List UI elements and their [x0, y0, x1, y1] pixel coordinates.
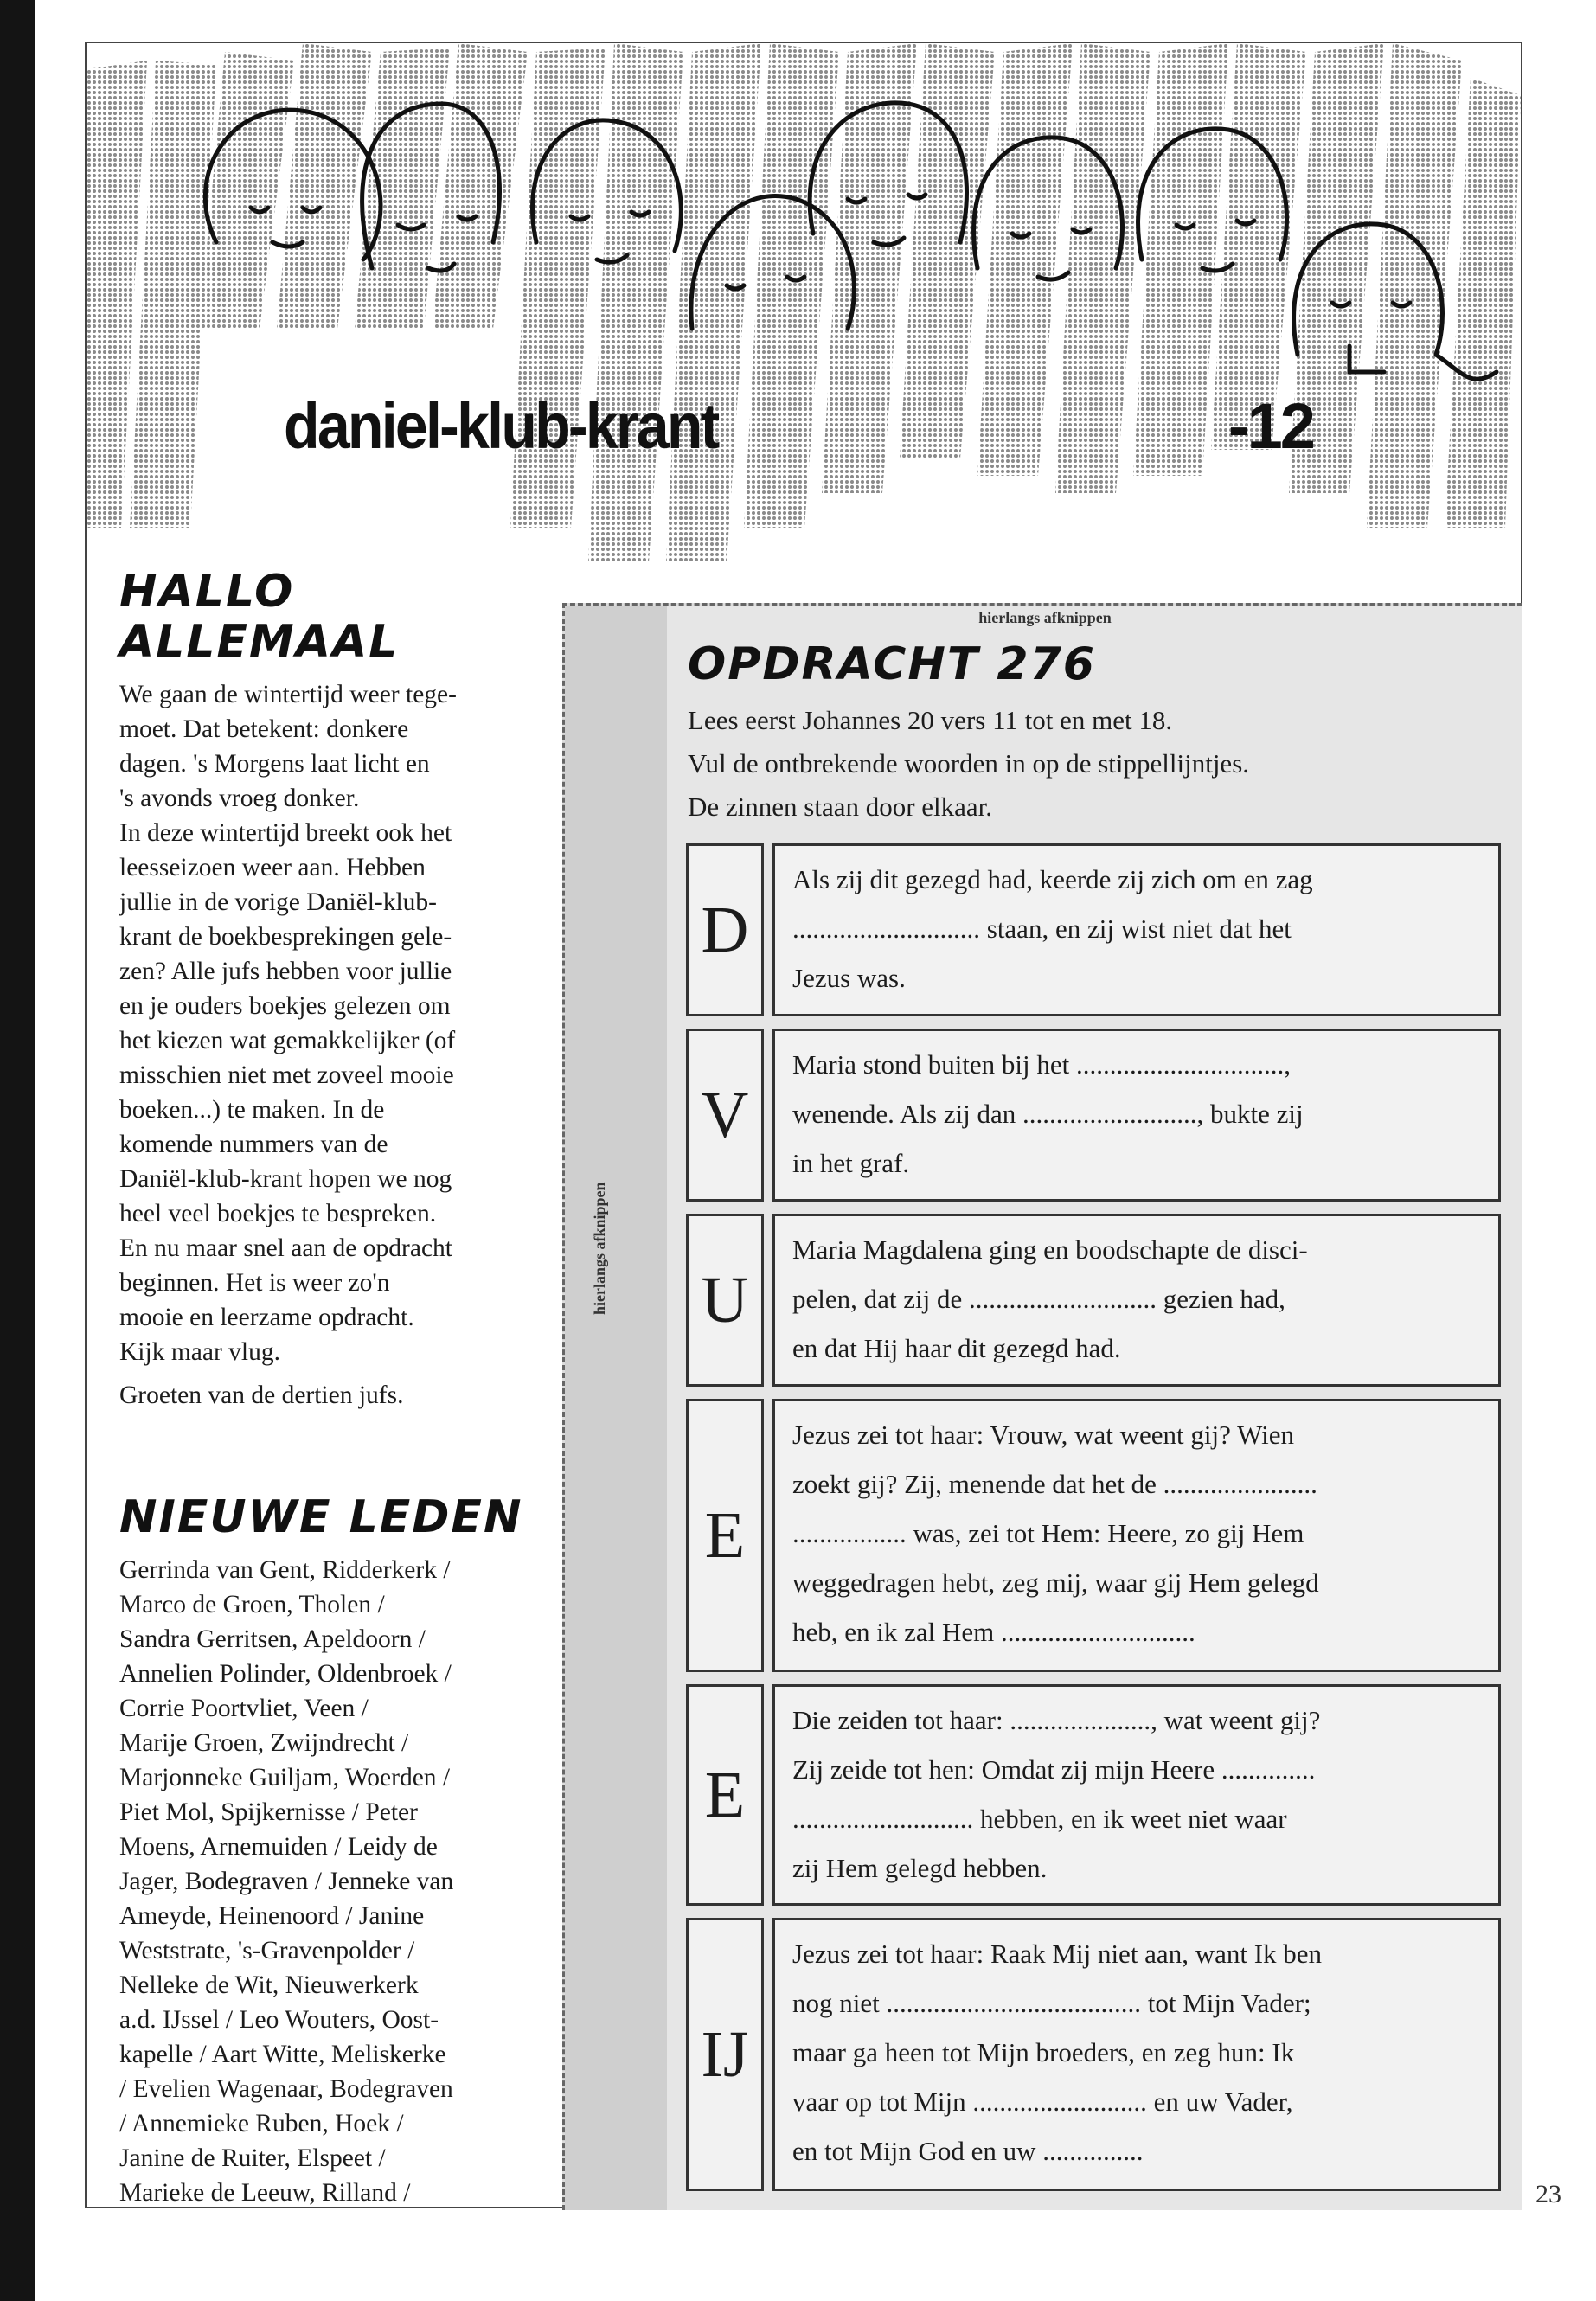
members-heading: NIEUWE LEDEN: [119, 1491, 523, 1543]
puzzle-row: [686, 1399, 1501, 1672]
puzzle-row: [686, 1214, 1501, 1387]
row-text[interactable]: Jezus zei tot haar: Vrouw, wat weent gij? Wien zoekt gij? Zij, menende dat het de ....................... ................. was, zei tot Hem: Heere, zo gij Hem weggedragen hebt, zeg mij, waar gij Hem gelegd heb, en ik zal Hem .............................: [772, 1399, 1501, 1672]
page-edge-bar: [0, 0, 35, 2301]
left-column: [119, 567, 535, 2210]
cut-line-label-side: hierlangs afknippen: [591, 1182, 608, 1315]
header-illustration: [87, 43, 1521, 571]
row-letter: E: [686, 1684, 764, 1906]
page-number: 23: [1535, 2180, 1561, 2208]
cut-line-label-top: hierlangs afknippen: [978, 609, 1112, 626]
intro-line: De zinnen staan door elkaar.: [688, 792, 993, 822]
hello-heading-line2: ALLEMAAL: [119, 616, 400, 668]
masthead-title: daniel-klub-krant: [284, 390, 718, 462]
puzzle-row: [686, 1029, 1501, 1202]
row-letter: E: [686, 1399, 764, 1672]
coupon-side-strip: [565, 606, 667, 2210]
puzzle-row: [686, 843, 1501, 1016]
members-list: Gerrinda van Gent, Ridderkerk / Marco de Groen, Tholen / Sandra Gerritsen, Apeldoorn / Annelien Polinder, Oldenbroek / Corrie Poortvliet, Veen / Marije Groen, Zwijndrecht / Marjonneke Guiljam, Woerden / Piet Mol, Spijkernisse / Peter Moens, Arnemuiden / Leidy de Jager, Bodegraven / Jenneke van Ameyde, Heinenoord / Janine Weststrate, 's-Gravenpolder / Nelleke de Wit, Nieuwerkerk a.d. IJssel / Leo Wouters, Oost- kapelle / Aart Witte, Meliskerke / Evelien Wagenaar, Bodegraven / Annemieke Ruben, Hoek / Janine de Ruiter, Elspeet / Marieke de Leeuw, Rilland /: [119, 1556, 454, 2207]
hello-body: We gaan de wintertijd weer tege- moet. Dat betekent: donkere dagen. 's Morgens laat licht en 's avonds vroeg donker. In deze wintertijd breekt ook het leesseizoen weer aan. Hebben jullie in de vorige Daniël-klub- krant de boekbesprekingen gele- zen? Alle jufs hebben voor jullie en je ouders boekjes gelezen om het kiezen wat gemakkelijker (of misschien niet met zoveel mooie boeken...) te maken. In de komende nummers van de Daniël-klub-krant hopen we nog heel veel boekjes te bespreken. En nu maar snel aan de opdracht beginnen. Het is weer zo'n mooie en leerzame opdracht. Kijk maar vlug.: [119, 681, 457, 1366]
row-text[interactable]: Maria Magdalena ging en boodschapte de disci- pelen, dat zij de ............................ gezien had, en dat Hij haar dit gezegd had.: [772, 1214, 1501, 1387]
children-drawing: [87, 43, 1521, 571]
greeting: Groeten van de dertien jufs.: [119, 1381, 404, 1409]
row-text[interactable]: Die zeiden tot haar: ....................., wat weent gij? Zij zeide tot hen: Omdat zij mijn Heere .............. ........................... hebben, en ik weet niet waar zij Hem gelegd hebben.: [772, 1684, 1501, 1906]
row-text[interactable]: Jezus zei tot haar: Raak Mij niet aan, want Ik ben nog niet ...................................... tot Mijn Vader; maar ga heen tot Mijn broeders, en zeg hun: Ik vaar op tot Mijn .......................... en uw Vader, en tot Mijn God en uw ...............: [772, 1918, 1501, 2191]
row-text[interactable]: Als zij dit gezegd had, keerde zij zich om en zag ............................ staan, en zij wist niet dat het Jezus was.: [772, 843, 1501, 1016]
hello-heading-line1: HALLO: [119, 566, 295, 618]
puzzle-row: [686, 1918, 1501, 2191]
row-text[interactable]: Maria stond buiten bij het ..............................., wenende. Als zij dan .........................., bukte zij in het graf.: [772, 1029, 1501, 1202]
intro-line: Vul de ontbrekende woorden in op de stippellijntjes.: [688, 748, 1250, 779]
row-letter: U: [686, 1214, 764, 1387]
puzzle-row: [686, 1684, 1501, 1906]
row-letter: IJ: [686, 1918, 764, 2191]
row-letter: V: [686, 1029, 764, 1202]
assignment-title: OPDRACHT 276: [688, 638, 1096, 690]
issue-number: -12: [1228, 390, 1313, 462]
row-letter: D: [686, 843, 764, 1016]
assignment-intro: [688, 699, 1518, 829]
intro-line: Lees eerst Johannes 20 vers 11 tot en met 18.: [688, 705, 1173, 735]
